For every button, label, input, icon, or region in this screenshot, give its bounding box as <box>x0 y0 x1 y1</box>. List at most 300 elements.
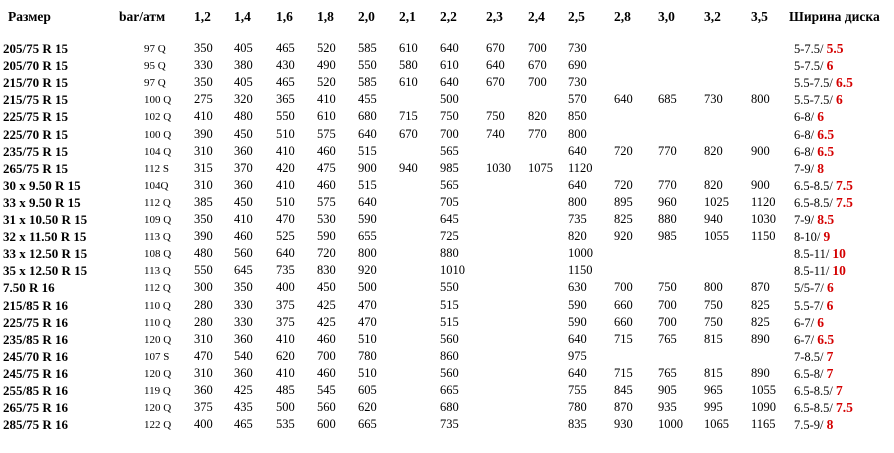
load-value: 475 <box>317 161 336 175</box>
load-index: 122 Q <box>144 419 172 431</box>
load-value: 820 <box>704 178 723 192</box>
load-value: 410 <box>276 144 295 158</box>
load-index: 95 Q <box>144 60 166 72</box>
load-value: 890 <box>751 366 770 380</box>
load-value: 405 <box>234 75 253 89</box>
rim-width <box>794 195 853 211</box>
load-value: 410 <box>276 366 295 380</box>
load-value: 565 <box>440 144 459 158</box>
load-value: 890 <box>751 332 770 346</box>
load-value: 665 <box>358 417 377 431</box>
load-value: 490 <box>317 58 336 72</box>
load-index: 113 Q <box>144 231 171 243</box>
rim-recommended: 6.5 <box>817 127 835 142</box>
load-value: 700 <box>658 315 677 329</box>
load-value: 825 <box>614 212 633 226</box>
load-value: 280 <box>194 315 213 329</box>
load-value: 705 <box>440 195 459 209</box>
load-value: 510 <box>276 195 295 209</box>
rim-width <box>794 280 834 296</box>
load-value: 735 <box>440 417 459 431</box>
rim-width <box>794 212 834 228</box>
tire-size: 225/70 R 15 <box>3 127 68 142</box>
rim-recommended: 8 <box>817 161 825 176</box>
rim-range: 5/5-7/ <box>794 281 827 295</box>
load-value: 315 <box>194 161 213 175</box>
load-value: 740 <box>486 127 505 141</box>
load-value: 510 <box>276 127 295 141</box>
rim-width <box>794 366 833 382</box>
rim-recommended: 7 <box>826 349 834 364</box>
load-value: 1055 <box>751 383 776 397</box>
load-value: 640 <box>440 75 459 89</box>
load-value: 310 <box>194 366 213 380</box>
rim-range: 6.5-8.5/ <box>794 384 837 398</box>
load-value: 580 <box>399 58 418 72</box>
load-value: 410 <box>194 109 213 123</box>
load-value: 330 <box>194 58 213 72</box>
load-value: 1090 <box>751 400 776 414</box>
load-value: 995 <box>704 400 723 414</box>
rim-recommended: 5.5 <box>826 41 844 56</box>
load-value: 930 <box>614 417 633 431</box>
load-value: 460 <box>234 229 253 243</box>
load-value: 405 <box>234 41 253 55</box>
rim-recommended: 6.5 <box>817 144 835 159</box>
load-value: 575 <box>317 127 336 141</box>
load-value: 800 <box>568 195 587 209</box>
header-pressure-value: 2,1 <box>399 9 416 24</box>
load-value: 550 <box>440 280 459 294</box>
tire-size: 225/75 R 16 <box>3 315 68 330</box>
load-value: 870 <box>751 280 770 294</box>
rim-recommended: 9 <box>823 229 831 244</box>
load-value: 300 <box>194 280 213 294</box>
load-value: 645 <box>234 263 253 277</box>
load-index: 97 Q <box>144 43 166 55</box>
load-value: 870 <box>614 400 633 414</box>
load-value: 825 <box>751 298 770 312</box>
rim-width <box>794 246 846 262</box>
load-value: 750 <box>486 109 505 123</box>
rim-range: 7.5-9/ <box>794 418 827 432</box>
load-value: 610 <box>440 58 459 72</box>
load-value: 900 <box>358 161 377 175</box>
load-value: 360 <box>234 332 253 346</box>
load-value: 730 <box>568 75 587 89</box>
load-value: 575 <box>317 195 336 209</box>
load-value: 680 <box>358 109 377 123</box>
rim-range: 7-8.5/ <box>794 350 827 364</box>
load-value: 365 <box>276 92 295 106</box>
load-value: 750 <box>704 298 723 312</box>
load-value: 880 <box>658 212 677 226</box>
rim-range: 6-8/ <box>794 128 818 142</box>
rim-range: 6-7/ <box>794 333 818 347</box>
load-value: 540 <box>234 349 253 363</box>
load-value: 310 <box>194 332 213 346</box>
rim-range: 8.5-11/ <box>794 247 833 261</box>
load-value: 500 <box>276 400 295 414</box>
load-value: 275 <box>194 92 213 106</box>
load-value: 350 <box>234 280 253 294</box>
load-value: 640 <box>358 127 377 141</box>
load-value: 770 <box>528 127 547 141</box>
rim-recommended: 10 <box>832 246 846 261</box>
rim-recommended: 7.5 <box>836 400 853 415</box>
tire-size: 35 x 12.50 R 15 <box>3 263 88 278</box>
load-value: 400 <box>276 280 295 294</box>
load-value: 640 <box>568 144 587 158</box>
load-value: 1025 <box>704 195 729 209</box>
load-value: 550 <box>276 109 295 123</box>
load-value: 570 <box>568 92 587 106</box>
load-value: 1000 <box>658 417 683 431</box>
load-value: 640 <box>568 178 587 192</box>
tire-size: 205/70 R 15 <box>3 58 68 73</box>
load-value: 700 <box>317 349 336 363</box>
load-value: 605 <box>358 383 377 397</box>
load-value: 845 <box>614 383 633 397</box>
load-value: 465 <box>276 75 295 89</box>
load-value: 360 <box>234 178 253 192</box>
load-index: 120 Q <box>144 402 172 414</box>
load-value: 545 <box>317 383 336 397</box>
tire-size: 33 x 12.50 R 15 <box>3 246 88 261</box>
load-value: 460 <box>317 144 336 158</box>
load-value: 530 <box>317 212 336 226</box>
rim-width <box>794 263 846 279</box>
load-value: 450 <box>234 195 253 209</box>
rim-range: 6-8/ <box>794 110 818 124</box>
header-pressure-value: 2,3 <box>486 9 503 24</box>
load-value: 330 <box>234 298 253 312</box>
load-value: 755 <box>568 383 587 397</box>
load-value: 1120 <box>568 161 593 175</box>
rim-range: 5-7.5/ <box>794 59 827 73</box>
rim-width <box>794 58 833 74</box>
load-value: 620 <box>358 400 377 414</box>
load-value: 385 <box>194 195 213 209</box>
load-index: 120 Q <box>144 334 172 346</box>
load-value: 940 <box>704 212 723 226</box>
header-pressure-value: 1,4 <box>234 9 251 24</box>
load-value: 735 <box>276 263 295 277</box>
rim-width <box>794 161 824 177</box>
load-value: 1165 <box>751 417 776 431</box>
load-value: 715 <box>614 332 633 346</box>
load-value: 360 <box>234 366 253 380</box>
load-value: 680 <box>440 400 459 414</box>
load-value: 670 <box>486 41 505 55</box>
rim-width <box>794 109 824 125</box>
load-value: 470 <box>358 315 377 329</box>
load-value: 400 <box>194 417 213 431</box>
load-value: 645 <box>440 212 459 226</box>
load-value: 640 <box>568 366 587 380</box>
load-value: 960 <box>658 195 677 209</box>
load-value: 1030 <box>751 212 776 226</box>
header-rim-width: Ширина диска <box>789 9 880 24</box>
load-value: 720 <box>317 246 336 260</box>
header-pressure-value: 2,4 <box>528 9 545 24</box>
rim-range: 8-10/ <box>794 230 824 244</box>
load-value: 460 <box>317 178 336 192</box>
rim-recommended: 7.5 <box>836 195 853 210</box>
rim-recommended: 6 <box>826 280 834 295</box>
rim-width <box>794 75 853 91</box>
header-pressure-value: 2,5 <box>568 9 585 24</box>
rim-range: 8.5-11/ <box>794 264 833 278</box>
tire-size: 245/70 R 16 <box>3 349 68 364</box>
load-value: 350 <box>194 75 213 89</box>
load-value: 800 <box>568 127 587 141</box>
load-value: 770 <box>658 178 677 192</box>
rim-recommended: 8 <box>826 417 834 432</box>
rim-recommended: 6 <box>826 298 834 313</box>
load-value: 525 <box>276 229 295 243</box>
load-value: 1065 <box>704 417 729 431</box>
load-value: 360 <box>194 383 213 397</box>
load-value: 360 <box>234 144 253 158</box>
rim-range: 6.5-8/ <box>794 367 827 381</box>
load-value: 465 <box>276 41 295 55</box>
load-value: 470 <box>194 349 213 363</box>
load-value: 800 <box>751 92 770 106</box>
load-value: 600 <box>317 417 336 431</box>
load-value: 390 <box>194 229 213 243</box>
load-value: 820 <box>704 144 723 158</box>
load-value: 660 <box>614 315 633 329</box>
rim-recommended: 6 <box>817 315 825 330</box>
rim-range: 6-7/ <box>794 316 818 330</box>
load-value: 480 <box>234 109 253 123</box>
load-index: 107 S <box>144 351 170 363</box>
load-value: 715 <box>614 366 633 380</box>
load-value: 640 <box>440 41 459 55</box>
tire-size: 265/75 R 15 <box>3 161 68 176</box>
header-pressure-value: 3,0 <box>658 9 675 24</box>
load-value: 700 <box>528 75 547 89</box>
load-value: 720 <box>614 144 633 158</box>
rim-width <box>794 315 824 331</box>
tire-size: 32 x 11.50 R 15 <box>3 229 87 244</box>
load-value: 640 <box>568 332 587 346</box>
load-value: 655 <box>358 229 377 243</box>
load-value: 410 <box>234 212 253 226</box>
load-index: 112 Q <box>144 197 171 209</box>
load-value: 390 <box>194 127 213 141</box>
rim-width <box>794 349 833 365</box>
load-value: 515 <box>440 298 459 312</box>
rim-range: 7-9/ <box>794 162 818 176</box>
load-value: 860 <box>440 349 459 363</box>
load-index: 100 Q <box>144 129 172 141</box>
header-pressure-value: 1,6 <box>276 9 293 24</box>
rim-recommended: 7.5 <box>836 178 853 193</box>
load-value: 880 <box>440 246 459 260</box>
load-value: 640 <box>486 58 505 72</box>
load-value: 800 <box>704 280 723 294</box>
load-value: 550 <box>194 263 213 277</box>
load-value: 850 <box>568 109 587 123</box>
rim-range: 7-9/ <box>794 213 818 227</box>
rim-recommended: 6 <box>836 92 843 107</box>
load-value: 825 <box>751 315 770 329</box>
header-pressure: bar/атм <box>119 9 166 24</box>
load-value: 330 <box>234 315 253 329</box>
rim-width <box>794 178 853 194</box>
load-value: 640 <box>358 195 377 209</box>
load-value: 375 <box>276 315 295 329</box>
load-value: 610 <box>399 41 418 55</box>
header-pressure-value: 1,2 <box>194 9 211 24</box>
load-value: 370 <box>234 161 253 175</box>
header-pressure-value: 3,5 <box>751 9 768 24</box>
load-value: 410 <box>276 332 295 346</box>
load-value: 815 <box>704 332 723 346</box>
load-value: 715 <box>399 109 418 123</box>
load-value: 565 <box>440 178 459 192</box>
load-value: 460 <box>317 332 336 346</box>
tire-size: 235/75 R 15 <box>3 144 68 159</box>
rim-recommended: 6 <box>826 58 834 73</box>
load-value: 1030 <box>486 161 511 175</box>
tire-size: 265/75 R 16 <box>3 400 68 415</box>
load-value: 895 <box>614 195 633 209</box>
tire-size: 215/70 R 15 <box>3 75 68 90</box>
load-value: 1010 <box>440 263 465 277</box>
load-value: 500 <box>440 92 459 106</box>
load-value: 700 <box>528 41 547 55</box>
load-value: 905 <box>658 383 677 397</box>
load-value: 985 <box>658 229 677 243</box>
load-value: 820 <box>568 229 587 243</box>
header-pressure-value: 3,2 <box>704 9 721 24</box>
load-value: 510 <box>358 366 377 380</box>
load-value: 720 <box>614 178 633 192</box>
load-value: 640 <box>614 92 633 106</box>
load-value: 730 <box>704 92 723 106</box>
load-value: 320 <box>234 92 253 106</box>
load-value: 630 <box>568 280 587 294</box>
rim-width <box>794 417 833 433</box>
load-value: 830 <box>317 263 336 277</box>
load-value: 430 <box>276 58 295 72</box>
load-index: 97 Q <box>144 77 166 89</box>
load-value: 685 <box>658 92 677 106</box>
rim-range: 6.5-8.5/ <box>794 196 837 210</box>
tire-size: 33 x 9.50 R 15 <box>3 195 81 210</box>
rim-range: 6.5-8.5/ <box>794 179 837 193</box>
load-value: 665 <box>440 383 459 397</box>
load-index: 120 Q <box>144 368 172 380</box>
header-size: Размер <box>8 9 51 24</box>
rim-recommended: 6.5 <box>817 332 835 347</box>
load-value: 435 <box>234 400 253 414</box>
load-index: 119 Q <box>144 385 171 397</box>
load-value: 470 <box>358 298 377 312</box>
load-value: 1000 <box>568 246 593 260</box>
tire-size: 225/75 R 15 <box>3 109 68 124</box>
load-value: 835 <box>568 417 587 431</box>
header-pressure-value: 2,0 <box>358 9 375 24</box>
rim-width <box>794 298 833 314</box>
load-value: 350 <box>194 212 213 226</box>
load-value: 585 <box>358 41 377 55</box>
load-value: 480 <box>194 246 213 260</box>
load-value: 1075 <box>528 161 553 175</box>
load-value: 750 <box>658 280 677 294</box>
load-value: 670 <box>399 127 418 141</box>
load-value: 965 <box>704 383 723 397</box>
load-value: 610 <box>317 109 336 123</box>
load-value: 700 <box>440 127 459 141</box>
load-value: 510 <box>358 332 377 346</box>
rim-range: 5.5-7.5/ <box>794 93 837 107</box>
load-value: 455 <box>358 92 377 106</box>
load-value: 375 <box>194 400 213 414</box>
load-value: 725 <box>440 229 459 243</box>
load-value: 560 <box>317 400 336 414</box>
rim-width <box>794 332 834 348</box>
load-value: 515 <box>358 178 377 192</box>
load-value: 935 <box>658 400 677 414</box>
rim-range: 5-7.5/ <box>794 42 827 56</box>
rim-width <box>794 400 853 416</box>
load-value: 900 <box>751 178 770 192</box>
load-value: 520 <box>317 75 336 89</box>
load-value: 585 <box>358 75 377 89</box>
load-index: 104Q <box>144 180 169 192</box>
load-value: 500 <box>358 280 377 294</box>
load-value: 485 <box>276 383 295 397</box>
load-value: 670 <box>528 58 547 72</box>
load-value: 535 <box>276 417 295 431</box>
load-value: 820 <box>528 109 547 123</box>
load-index: 113 Q <box>144 265 171 277</box>
tire-size: 235/85 R 16 <box>3 332 68 347</box>
tire-size: 7.50 R 16 <box>3 280 55 295</box>
load-value: 975 <box>568 349 587 363</box>
load-value: 470 <box>276 212 295 226</box>
load-index: 102 Q <box>144 111 172 123</box>
load-value: 800 <box>358 246 377 260</box>
load-value: 560 <box>234 246 253 260</box>
load-value: 670 <box>486 75 505 89</box>
load-value: 280 <box>194 298 213 312</box>
load-value: 590 <box>568 298 587 312</box>
load-value: 460 <box>317 366 336 380</box>
rim-range: 5.5-7/ <box>794 299 827 313</box>
load-value: 610 <box>399 75 418 89</box>
load-value: 1120 <box>751 195 776 209</box>
load-value: 410 <box>317 92 336 106</box>
rim-width <box>794 383 843 399</box>
rim-recommended: 10 <box>832 263 846 278</box>
load-value: 310 <box>194 178 213 192</box>
load-value: 410 <box>276 178 295 192</box>
load-value: 465 <box>234 417 253 431</box>
load-value: 450 <box>317 280 336 294</box>
load-index: 112 S <box>144 163 169 175</box>
load-value: 700 <box>658 298 677 312</box>
load-value: 750 <box>704 315 723 329</box>
tire-size: 205/75 R 15 <box>3 41 68 56</box>
header-pressure-value: 2,8 <box>614 9 631 24</box>
load-index: 110 Q <box>144 317 171 329</box>
tire-size: 255/85 R 16 <box>3 383 68 398</box>
